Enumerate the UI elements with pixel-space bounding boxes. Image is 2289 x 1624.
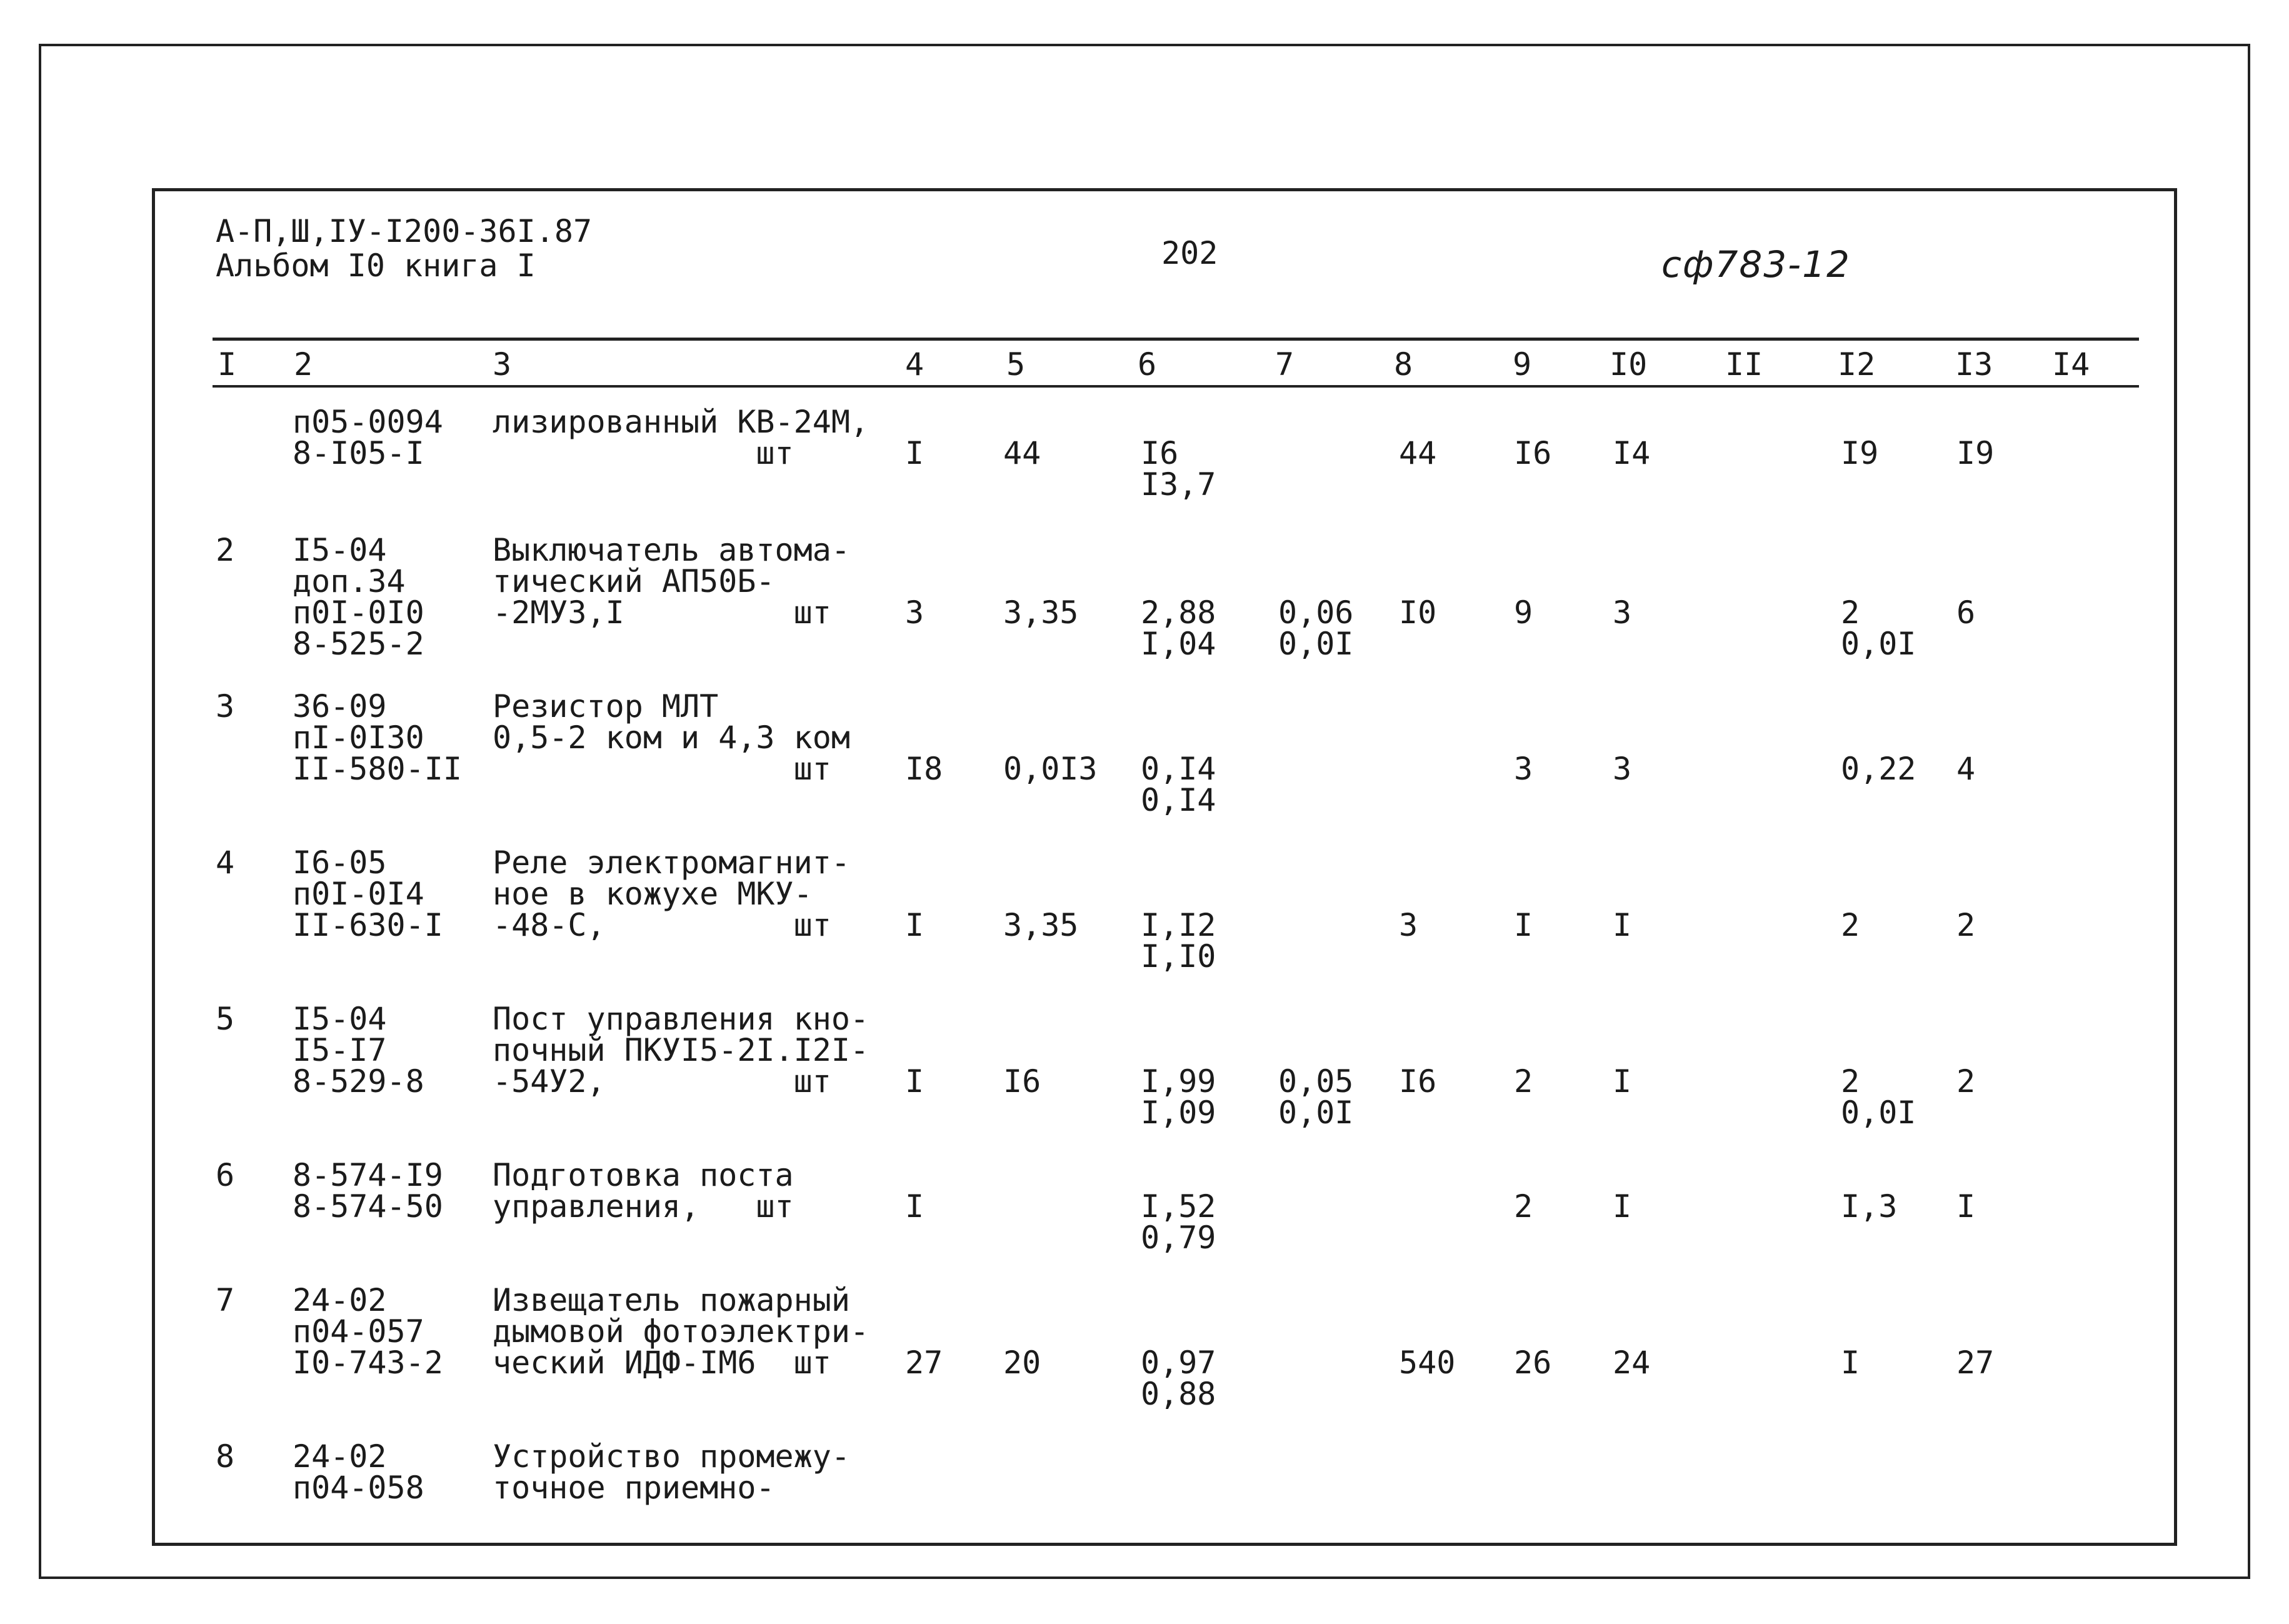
column-header: II <box>1725 346 1763 383</box>
col9-cell: I6 <box>1514 435 1552 471</box>
page-number: 202 <box>1161 235 1218 271</box>
col13-cell: 4 <box>1956 751 1976 787</box>
machine-cost-cell: 0,05 <box>1278 1063 1354 1100</box>
doc-designation: А-П,Ш,IУ-I200-36I.87 <box>216 213 593 249</box>
norm-code-line: II-630-I <box>293 907 443 943</box>
description-line: почный ПКУI5-2I.I2I- <box>493 1032 869 1068</box>
quantity-cell: I <box>905 907 924 943</box>
labor-cost-cell: 0,88 <box>1141 1376 1216 1412</box>
machine-cost-cell: 0,0I <box>1278 1095 1354 1131</box>
column-header: 8 <box>1394 346 1413 383</box>
labor-cost-cell: I3,7 <box>1141 466 1216 503</box>
col12-cell: I9 <box>1841 435 1879 471</box>
description-line: тический АП50Б- <box>493 563 775 599</box>
description-line: Резистор МЛТ <box>493 688 719 724</box>
labor-cost-cell: 2,88 <box>1141 594 1216 631</box>
row-number: 7 <box>216 1282 235 1318</box>
col12-cell: 0,0I <box>1841 626 1916 662</box>
column-header: I4 <box>2052 346 2090 383</box>
total-cost-cell: 44 <box>1399 435 1437 471</box>
unit-cost-cell: 44 <box>1003 435 1041 471</box>
description-line: Извещатель пожарный <box>493 1282 850 1318</box>
description-line: ное в кожухе МКУ- <box>493 876 813 912</box>
table-top-rule <box>213 338 2139 341</box>
col10-cell: I <box>1613 907 1632 943</box>
unit-cost-cell: 0,0I3 <box>1003 751 1098 787</box>
col10-cell: 3 <box>1613 751 1632 787</box>
col9-cell: 3 <box>1514 751 1533 787</box>
col10-cell: 3 <box>1613 594 1632 631</box>
unit-cost-cell: 3,35 <box>1003 594 1079 631</box>
norm-code-line: п0I-0I4 <box>293 876 424 912</box>
norm-code-line: 24-02 <box>293 1438 387 1475</box>
col13-cell: 6 <box>1956 594 1976 631</box>
norm-code-line: доп.34 <box>293 563 406 599</box>
col9-cell: 26 <box>1514 1345 1552 1381</box>
labor-cost-cell: I6 <box>1141 435 1179 471</box>
column-header: 7 <box>1275 346 1295 383</box>
description-line: ческий ИДФ-IМ6 шт <box>493 1345 831 1381</box>
labor-cost-cell: I,99 <box>1141 1063 1216 1100</box>
col10-cell: I <box>1613 1188 1632 1225</box>
labor-cost-cell: I,09 <box>1141 1095 1216 1131</box>
col13-cell: 2 <box>1956 907 1976 943</box>
column-header: I2 <box>1838 346 1876 383</box>
norm-code-line: п04-058 <box>293 1470 424 1506</box>
norm-code-line: I0-743-2 <box>293 1345 443 1381</box>
total-cost-cell: I0 <box>1399 594 1437 631</box>
norm-code-line: п0I-0I0 <box>293 594 424 631</box>
col12-cell: I <box>1841 1345 1860 1381</box>
norm-code-line: п05-0094 <box>293 404 443 440</box>
col10-cell: 24 <box>1613 1345 1651 1381</box>
labor-cost-cell: 0,79 <box>1141 1220 1216 1256</box>
doc-code: сф783-12 <box>1661 243 1851 286</box>
column-header: I <box>218 346 237 383</box>
description-line: управления, шт <box>493 1188 794 1225</box>
norm-code-line: 24-02 <box>293 1282 387 1318</box>
col13-cell: I <box>1956 1188 1976 1225</box>
row-number: 4 <box>216 845 235 881</box>
row-number: 5 <box>216 1001 235 1037</box>
column-header: I0 <box>1610 346 1648 383</box>
unit-cost-cell: 3,35 <box>1003 907 1079 943</box>
quantity-cell: I8 <box>905 751 943 787</box>
row-number: 3 <box>216 688 235 724</box>
description-line: Пост управления кно- <box>493 1001 869 1037</box>
norm-code-line: 8-574-50 <box>293 1188 443 1225</box>
col10-cell: I <box>1613 1063 1632 1100</box>
machine-cost-cell: 0,06 <box>1278 594 1354 631</box>
description-line: -48-С, шт <box>493 907 831 943</box>
col12-cell: 0,22 <box>1841 751 1916 787</box>
description-line: шт <box>493 435 794 471</box>
total-cost-cell: I6 <box>1399 1063 1437 1100</box>
col12-cell: 2 <box>1841 594 1860 631</box>
col12-cell: 0,0I <box>1841 1095 1916 1131</box>
unit-cost-cell: 20 <box>1003 1345 1041 1381</box>
description-line: шт <box>493 751 831 787</box>
column-header: I3 <box>1955 346 1993 383</box>
machine-cost-cell: 0,0I <box>1278 626 1354 662</box>
labor-cost-cell: I,04 <box>1141 626 1216 662</box>
labor-cost-cell: 0,97 <box>1141 1345 1216 1381</box>
col12-cell: 2 <box>1841 1063 1860 1100</box>
column-header: 4 <box>905 346 924 383</box>
col13-cell: I9 <box>1956 435 1995 471</box>
description-line: Реле электромагнит- <box>493 845 850 881</box>
row-number: 6 <box>216 1157 235 1193</box>
column-header: 2 <box>294 346 313 383</box>
description-line: точное приемно- <box>493 1470 775 1506</box>
col12-cell: I,3 <box>1841 1188 1898 1225</box>
norm-code-line: пI-0I30 <box>293 719 424 756</box>
norm-code-line: 8-574-I9 <box>293 1157 443 1193</box>
col10-cell: I4 <box>1613 435 1651 471</box>
quantity-cell: I <box>905 435 924 471</box>
description-line: Подготовка поста <box>493 1157 794 1193</box>
row-number: 8 <box>216 1438 235 1475</box>
quantity-cell: I <box>905 1188 924 1225</box>
norm-code-line: I5-04 <box>293 1001 387 1037</box>
description-line: дымовой фотоэлектри- <box>493 1313 869 1350</box>
labor-cost-cell: I,I0 <box>1141 938 1216 975</box>
col9-cell: 2 <box>1514 1188 1533 1225</box>
norm-code-line: I6-05 <box>293 845 387 881</box>
col9-cell: 2 <box>1514 1063 1533 1100</box>
col13-cell: 27 <box>1956 1345 1995 1381</box>
column-header: 6 <box>1138 346 1157 383</box>
norm-code-line: I5-I7 <box>293 1032 387 1068</box>
labor-cost-cell: 0,I4 <box>1141 782 1216 818</box>
description-line: 0,5-2 ком и 4,3 ком <box>493 719 850 756</box>
col12-cell: 2 <box>1841 907 1860 943</box>
column-header: 9 <box>1513 346 1532 383</box>
column-header: 3 <box>493 346 512 383</box>
description-line: Выключатель автома- <box>493 532 850 568</box>
norm-code-line: 36-09 <box>293 688 387 724</box>
description-line: Устройство промежу- <box>493 1438 850 1475</box>
quantity-cell: 3 <box>905 594 924 631</box>
row-number: 2 <box>216 532 235 568</box>
norm-code-line: II-580-II <box>293 751 462 787</box>
quantity-cell: 27 <box>905 1345 943 1381</box>
col9-cell: 9 <box>1514 594 1533 631</box>
description-line: лизированный КВ-24М, <box>493 404 869 440</box>
norm-code-line: 8-525-2 <box>293 626 424 662</box>
labor-cost-cell: I,I2 <box>1141 907 1216 943</box>
col13-cell: 2 <box>1956 1063 1976 1100</box>
description-line: -54У2, шт <box>493 1063 831 1100</box>
column-header: 5 <box>1006 346 1026 383</box>
total-cost-cell: 3 <box>1399 907 1418 943</box>
norm-code-line: 8-529-8 <box>293 1063 424 1100</box>
inner-frame <box>152 188 2177 1546</box>
total-cost-cell: 540 <box>1399 1345 1456 1381</box>
labor-cost-cell: 0,I4 <box>1141 751 1216 787</box>
album-label: Альбом I0 книга I <box>216 248 536 284</box>
table-header-rule <box>213 385 2139 388</box>
col9-cell: I <box>1514 907 1533 943</box>
labor-cost-cell: I,52 <box>1141 1188 1216 1225</box>
norm-code-line: п04-057 <box>293 1313 424 1350</box>
norm-code-line: 8-I05-I <box>293 435 424 471</box>
unit-cost-cell: I6 <box>1003 1063 1041 1100</box>
description-line: -2МУ3,I шт <box>493 594 831 631</box>
norm-code-line: I5-04 <box>293 532 387 568</box>
quantity-cell: I <box>905 1063 924 1100</box>
